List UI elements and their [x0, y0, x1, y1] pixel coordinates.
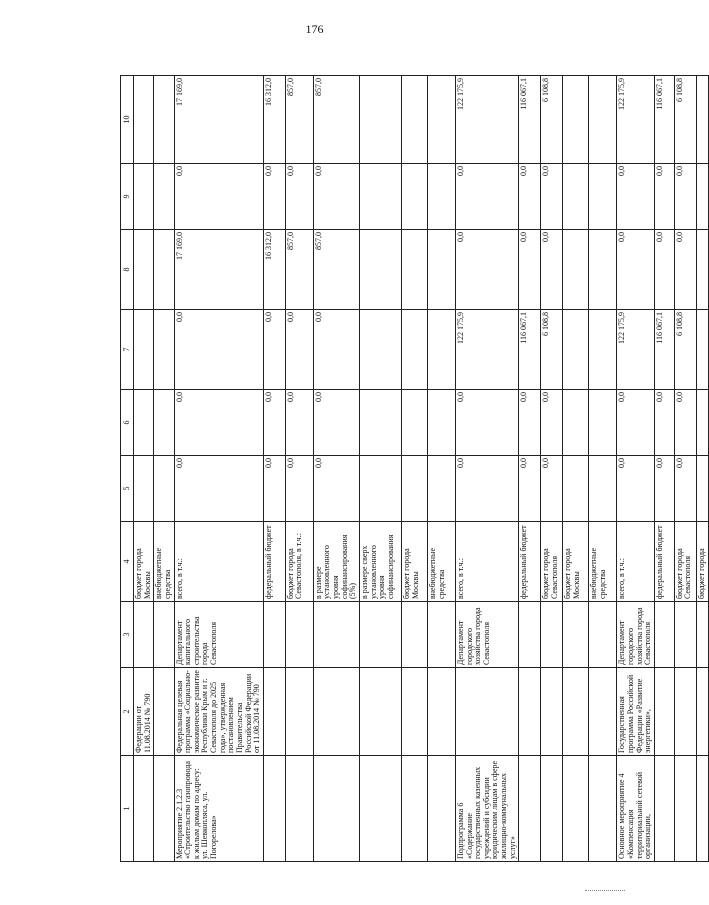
- header-cell: 4: [121, 522, 134, 602]
- table-cell-col-10: [154, 76, 174, 164]
- header-row: [121, 76, 134, 862]
- header-cell: 6: [121, 390, 134, 456]
- table-cell-col-5: [359, 456, 401, 522]
- table-cell-col-9: 0,0: [674, 164, 696, 230]
- table-cell-col-2: [563, 668, 589, 756]
- table-cell-col-2: [313, 668, 359, 756]
- table-cell-col-3: Департамент капитального строительства города Севастополя: [174, 602, 263, 668]
- table-cell-col-4: внебюджетные средства: [589, 522, 617, 602]
- table-cell-col-7: [589, 310, 617, 390]
- table-cell-col-4: федеральный бюджет: [654, 522, 674, 602]
- table-cell-col-1: Основное мероприятие 4 «Компенсация территориальной сетевой организации,: [617, 756, 655, 862]
- table-cell-col-8: 0,0: [617, 230, 655, 310]
- table-cell-col-10: 6 108,8: [674, 76, 696, 164]
- table-cell-col-9: 0,0: [654, 164, 674, 230]
- table-cell-col-9: [589, 164, 617, 230]
- table-cell-col-6: 0,0: [174, 390, 263, 456]
- table-row: [401, 76, 427, 862]
- table-cell-col-10: 16 312,0: [263, 76, 285, 164]
- table-cell-col-3: [427, 602, 455, 668]
- table-cell-col-10: 122 175,9: [617, 76, 655, 164]
- table-cell-col-7: 6 108,8: [674, 310, 696, 390]
- table-cell-col-2: [154, 668, 174, 756]
- table-cell-col-6: [563, 390, 589, 456]
- table-cell-col-3: [654, 602, 674, 668]
- table-cell-col-2: Государственная программа Российской Федерации «Развитие энергетики»,: [617, 668, 655, 756]
- table-cell-col-7: [154, 310, 174, 390]
- header-cell: 5: [121, 456, 134, 522]
- table-cell-col-8: 17 169,0: [174, 230, 263, 310]
- table-cell-col-10: [427, 76, 455, 164]
- table-cell-col-10: 6 108,8: [541, 76, 563, 164]
- table-cell-col-3: Департамент городского хозяйства города Севастополя: [455, 602, 518, 668]
- table-cell-col-4: бюджет города Москвы: [134, 522, 154, 602]
- table-cell-col-8: 0,0: [674, 230, 696, 310]
- header-cell: 9: [121, 164, 134, 230]
- table-cell-col-6: [589, 390, 617, 456]
- header-cell: 1: [121, 756, 134, 862]
- table-cell-col-7: 122 175,9: [617, 310, 655, 390]
- table-cell-col-1: [154, 756, 174, 862]
- table-cell-col-3: [313, 602, 359, 668]
- table-cell-col-9: [563, 164, 589, 230]
- table-cell-col-2: [654, 668, 674, 756]
- table-cell-col-3: Департамент городского хозяйства города Севастополя: [617, 602, 655, 668]
- table-cell-col-3: [263, 602, 285, 668]
- rotated-table-container: [120, 76, 706, 862]
- header-cell: 3: [121, 602, 134, 668]
- table-cell-col-2: [263, 668, 285, 756]
- table-cell-col-1: [263, 756, 285, 862]
- table-cell-col-5: 0,0: [674, 456, 696, 522]
- table-cell-col-4: бюджет города Севастополя: [674, 522, 696, 602]
- table-cell-col-8: 16 312,0: [263, 230, 285, 310]
- table-cell-col-4: внебюджетные средства: [427, 522, 455, 602]
- table-row: [589, 76, 617, 862]
- table-cell-col-9: 0,0: [455, 164, 518, 230]
- table-cell-col-1: [313, 756, 359, 862]
- table-cell-col-5: [401, 456, 427, 522]
- table-cell-col-1: [427, 756, 455, 862]
- table-cell-col-2: [401, 668, 427, 756]
- table-cell-col-4: всего, в т.ч.:: [617, 522, 655, 602]
- table-cell-col-10: [134, 76, 154, 164]
- table-cell-col-8: 0,0: [541, 230, 563, 310]
- table-cell-col-4: в размере установленного уровня софинансирования (5%): [313, 522, 359, 602]
- table-cell-col-1: [134, 756, 154, 862]
- table-cell-col-4: внебюджетные средства: [154, 522, 174, 602]
- table-cell-col-5: 0,0: [313, 456, 359, 522]
- table-cell-col-6: 0,0: [455, 390, 518, 456]
- table-cell-col-9: [154, 164, 174, 230]
- table-cell-col-9: 0,0: [263, 164, 285, 230]
- table-cell-col-5: 0,0: [541, 456, 563, 522]
- table-cell-col-2: Федеральная целевая программа «Социально-экономическое развитие Республики Крым и г. Севастополя до 2025 года», утвержденная постановлением Правительства Российской Федерации от 11.08.2014 № 790: [174, 668, 263, 756]
- table-cell-col-2: Федерации от 11.08.2014 № 790: [134, 668, 154, 756]
- table-cell-col-10: [589, 76, 617, 164]
- table-row: [154, 76, 174, 862]
- budget-table: [120, 75, 709, 862]
- table-cell-col-6: 0,0: [541, 390, 563, 456]
- table-cell-col-1: Подпрограмма 6 «Содержание государственных казенных учреждений и субсидии юридическим лицам в сфере жилищно-коммунальных услуг»: [455, 756, 518, 862]
- table-cell-col-5: 0,0: [519, 456, 541, 522]
- table-cell-col-1: [285, 756, 313, 862]
- table-cell-col-3: [563, 602, 589, 668]
- table-row: [674, 76, 696, 862]
- table-cell-col-4: бюджет города Москвы: [401, 522, 427, 602]
- table-cell-col-10: [401, 76, 427, 164]
- table-cell-col-6: [427, 390, 455, 456]
- table-cell-col-3: [519, 602, 541, 668]
- table-cell-col-7: 116 067,1: [654, 310, 674, 390]
- table-cell-col-1: [654, 756, 674, 862]
- table-cell-col-5: 0,0: [174, 456, 263, 522]
- table-cell-col-5: 0,0: [654, 456, 674, 522]
- table-cell-col-8: [696, 230, 708, 310]
- table-row: [617, 76, 655, 862]
- table-cell-col-7: [359, 310, 401, 390]
- table-cell-col-5: 0,0: [455, 456, 518, 522]
- table-cell-col-6: 0,0: [519, 390, 541, 456]
- table-cell-col-4: в размере сверх установленного уровня софинансирования: [359, 522, 401, 602]
- table-cell-col-7: 122 175,9: [455, 310, 518, 390]
- table-cell-col-9: 0,0: [541, 164, 563, 230]
- table-cell-col-9: [696, 164, 708, 230]
- table-cell-col-1: [589, 756, 617, 862]
- table-cell-col-6: 0,0: [674, 390, 696, 456]
- table-cell-col-9: [427, 164, 455, 230]
- table-row: [285, 76, 313, 862]
- table-row: [563, 76, 589, 862]
- table-cell-col-8: [589, 230, 617, 310]
- table-cell-col-2: [427, 668, 455, 756]
- header-cell: 8: [121, 230, 134, 310]
- table-row: [313, 76, 359, 862]
- table-cell-col-8: 0,0: [519, 230, 541, 310]
- table-cell-col-3: [401, 602, 427, 668]
- table-cell-col-2: [696, 668, 708, 756]
- header-cell: 7: [121, 310, 134, 390]
- table-cell-col-1: [519, 756, 541, 862]
- table-cell-col-2: [455, 668, 518, 756]
- table-cell-col-6: 0,0: [263, 390, 285, 456]
- table-row: [427, 76, 455, 862]
- table-cell-col-7: [563, 310, 589, 390]
- header-cell: 2: [121, 668, 134, 756]
- table-row: [541, 76, 563, 862]
- table-cell-col-6: [696, 390, 708, 456]
- table-cell-col-6: [154, 390, 174, 456]
- table-cell-col-6: 0,0: [313, 390, 359, 456]
- table-cell-col-8: [154, 230, 174, 310]
- table-cell-col-1: [563, 756, 589, 862]
- table-row: [654, 76, 674, 862]
- table-cell-col-5: [589, 456, 617, 522]
- table-row: [263, 76, 285, 862]
- table-cell-col-5: 0,0: [285, 456, 313, 522]
- table-cell-col-7: 0,0: [285, 310, 313, 390]
- table-cell-col-9: 0,0: [519, 164, 541, 230]
- table-cell-col-10: 857,0: [285, 76, 313, 164]
- table-cell-col-7: 0,0: [313, 310, 359, 390]
- table-cell-col-6: 0,0: [617, 390, 655, 456]
- table-cell-col-1: [696, 756, 708, 862]
- table-cell-col-2: [285, 668, 313, 756]
- table-cell-col-3: [696, 602, 708, 668]
- table-cell-col-9: [401, 164, 427, 230]
- table-row: [359, 76, 401, 862]
- table-cell-col-9: 0,0: [285, 164, 313, 230]
- table-cell-col-5: [134, 456, 154, 522]
- table-cell-col-3: [674, 602, 696, 668]
- table-cell-col-8: 857,0: [285, 230, 313, 310]
- table-cell-col-1: [401, 756, 427, 862]
- table-cell-col-2: [541, 668, 563, 756]
- table-cell-col-8: [563, 230, 589, 310]
- margin-mark: [585, 890, 625, 891]
- table-cell-col-7: 116 067,1: [519, 310, 541, 390]
- page-number: 176: [305, 22, 324, 36]
- table-cell-col-9: 0,0: [617, 164, 655, 230]
- table-cell-col-5: [696, 456, 708, 522]
- table-cell-col-7: [401, 310, 427, 390]
- table-cell-col-3: [359, 602, 401, 668]
- table-cell-col-2: [359, 668, 401, 756]
- table-cell-col-4: бюджет города: [696, 522, 708, 602]
- table-cell-col-2: [674, 668, 696, 756]
- table-cell-col-4: всего, в т.ч.:: [174, 522, 263, 602]
- table-cell-col-3: [541, 602, 563, 668]
- table-cell-col-10: [359, 76, 401, 164]
- table-cell-col-5: 0,0: [617, 456, 655, 522]
- table-cell-col-8: [134, 230, 154, 310]
- table-cell-col-9: 0,0: [313, 164, 359, 230]
- table-cell-col-2: [519, 668, 541, 756]
- table-cell-col-7: [427, 310, 455, 390]
- table-cell-col-10: 122 175,9: [455, 76, 518, 164]
- table-cell-col-8: [359, 230, 401, 310]
- table-cell-col-8: 0,0: [455, 230, 518, 310]
- table-cell-col-7: [696, 310, 708, 390]
- table-cell-col-3: [134, 602, 154, 668]
- table-cell-col-8: 857,0: [313, 230, 359, 310]
- table-row: [455, 76, 518, 862]
- table-cell-col-8: 0,0: [654, 230, 674, 310]
- table-cell-col-10: 17 169,0: [174, 76, 263, 164]
- table-row: [519, 76, 541, 862]
- table-cell-col-5: [427, 456, 455, 522]
- table-row: [696, 76, 708, 862]
- table-row: [134, 76, 154, 862]
- table-cell-col-10: [696, 76, 708, 164]
- table-cell-col-7: 0,0: [263, 310, 285, 390]
- table-cell-col-4: бюджет города Москвы: [563, 522, 589, 602]
- header-cell: 10: [121, 76, 134, 164]
- table-cell-col-9: 0,0: [174, 164, 263, 230]
- table-cell-col-1: [674, 756, 696, 862]
- table-cell-col-4: бюджет города Севастополя, в т.ч.:: [285, 522, 313, 602]
- table-cell-col-7: 6 108,8: [541, 310, 563, 390]
- table-cell-col-10: 116 067,1: [654, 76, 674, 164]
- table-cell-col-1: [359, 756, 401, 862]
- table-cell-col-6: 0,0: [654, 390, 674, 456]
- table-cell-col-4: федеральный бюджет: [263, 522, 285, 602]
- table-cell-col-1: [541, 756, 563, 862]
- table-cell-col-4: федеральный бюджет: [519, 522, 541, 602]
- table-cell-col-4: бюджет города Севастополя: [541, 522, 563, 602]
- table-cell-col-8: [401, 230, 427, 310]
- table-cell-col-9: [359, 164, 401, 230]
- table-cell-col-3: [589, 602, 617, 668]
- table-cell-col-7: [134, 310, 154, 390]
- table-cell-col-5: [154, 456, 174, 522]
- table-cell-col-10: 116 067,1: [519, 76, 541, 164]
- table-row: [174, 76, 263, 862]
- table-cell-col-6: [134, 390, 154, 456]
- table-cell-col-3: [285, 602, 313, 668]
- table-cell-col-6: [401, 390, 427, 456]
- table-cell-col-6: [359, 390, 401, 456]
- table-cell-col-1: Мероприятие 2.1.2.3 «Строительство газопровода к жилым домам по адресу: ул. Шевкопляса, ул. Погорелова»: [174, 756, 263, 862]
- table-cell-col-4: всего, в т.ч.:: [455, 522, 518, 602]
- table-cell-col-2: [589, 668, 617, 756]
- table-cell-col-5: [563, 456, 589, 522]
- table-cell-col-9: [134, 164, 154, 230]
- table-cell-col-6: 0,0: [285, 390, 313, 456]
- table-cell-col-7: 0,0: [174, 310, 263, 390]
- table-cell-col-10: 857,0: [313, 76, 359, 164]
- table-cell-col-8: [427, 230, 455, 310]
- table-cell-col-3: [154, 602, 174, 668]
- table-cell-col-10: [563, 76, 589, 164]
- table-cell-col-5: 0,0: [263, 456, 285, 522]
